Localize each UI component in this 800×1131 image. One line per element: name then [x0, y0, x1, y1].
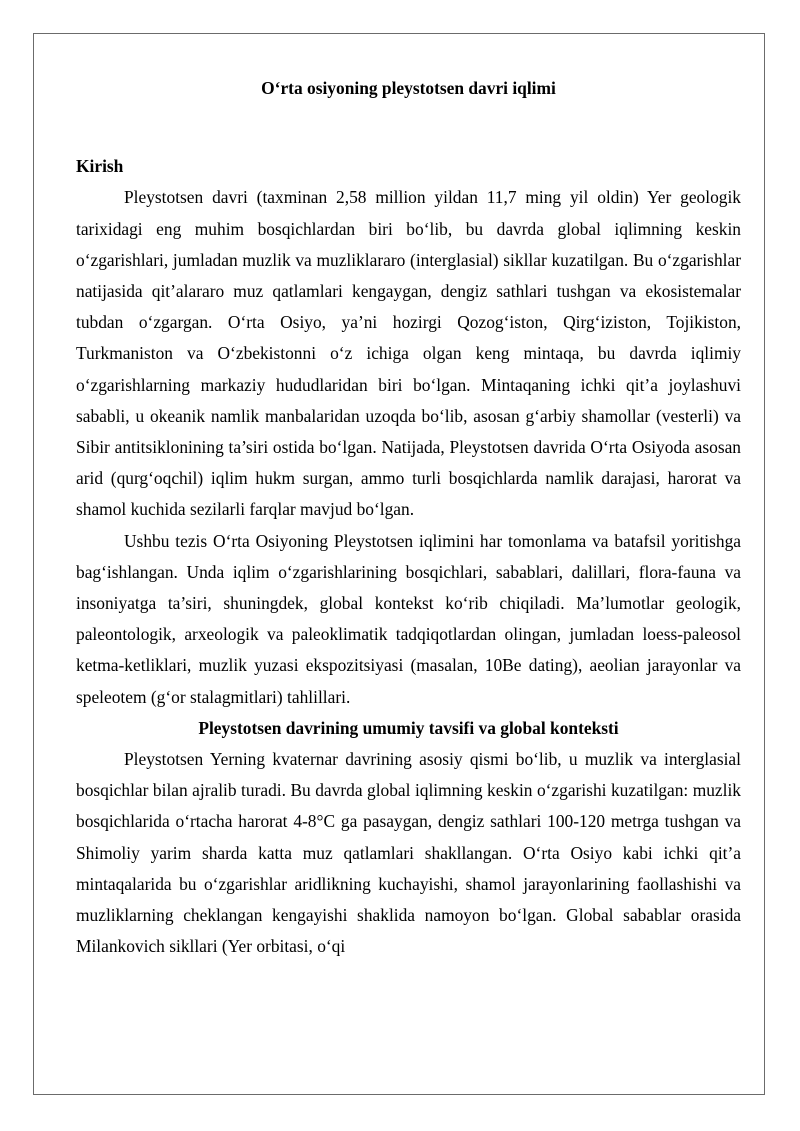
section-paragraph: Pleystotsen Yerning kvaternar davrining asosiy qismi bo‘lib, u muzlik va interglasial bosqichlar bilan ajralib turadi. Bu davrda global iqlimning keskin o‘zgarishi kuzatilgan: muzlik bosqichlarida o‘rtacha harorat 4-8°C ga pasaygan, dengiz sathlari 100-120 metrga tushgan va Shimoliy yarim sharda katta muz qatlamlari shakllangan. O‘rta Osiyo kabi ichki qit’a mintaqalarida bu o‘zgarishlar aridlikning kuchayishi, shamol jarayonlarining faollashishi va muzliklarning cheklangan kengayishi shaklida namoyon bo‘lgan. Global sabablar orasida Milankovich sikllari (Yer orbitasi, o‘qi [76, 749, 741, 957]
intro-heading: Kirish [76, 156, 124, 177]
intro-paragraph-2: Ushbu tezis O‘rta Osiyoning Pleystotsen iqlimini har tomonlama va batafsil yoritishga bag‘ishlangan. Unda iqlim o‘zgarishlarining bosqichlari, sabablari, dalillari, flora-fauna va insoniyatga ta’siri, shuningdek, global kontekst ko‘rib chiqiladi. Ma’lumotlar geologik, paleontologik, arxeologik va paleoklimatik tadqiqotlardan olingan, jumladan loess-paleosol ketma-ketliklari, muzlik yuzasi ekspozitsiyasi (masalan, 10Be dating), aeolian jarayonlar va speleotem (g‘or stalagmitlari) tahlillari. [76, 530, 741, 707]
document-title: O‘rta osiyoning pleystotsen davri iqlimi [261, 78, 556, 98]
section-heading: Pleystotsen davrining umumiy tavsifi va global konteksti [198, 717, 619, 738]
title-spacer [76, 104, 741, 151]
intro-paragraph-1: Pleystotsen davri (taxminan 2,58 million yildan 11,7 ming yil oldin) Yer geologik tarixidagi eng muhim bosqichlardan biri bo‘lib, bu davrda global iqlimning keskin o‘zgarishlari, jumladan muzlik va muzliklararo (interglasial) sikllar kuzatilgan. Bu o‘zgarishlar natijasida qit’alararo muz qatlamlari kengaygan, dengiz sathlari tushgan va ekosistemalar tubdan o‘zgargan. O‘rta Osiyo, ya’ni hozirgi Qozog‘iston, Qirg‘iziston, Tojikiston, Turkmaniston va O‘zbekistonni o‘z ichiga olgan keng mintaqa, bu davrda iqlimiy o‘zgarishlarning markaziy hududlaridan biri bo‘lgan. Mintaqaning ichki qit’a joylashuvi sababli, u okeanik namlik manbalaridan uzoqda bo‘lib, asosan g‘arbiy shamollar (vesterli) va Sibir antitsiklonining ta’siri ostida bo‘lgan. Natijada, Pleystotsen davrida O‘rta Osiyoda asosan arid (qurg‘oqchil) iqlim hukm surgan, ammo turli bosqichlarda namlik darajasi, harorat va shamol kuchida sezilarli farqlar mavjud bo‘lgan. [76, 187, 741, 520]
document-body [76, 73, 741, 962]
